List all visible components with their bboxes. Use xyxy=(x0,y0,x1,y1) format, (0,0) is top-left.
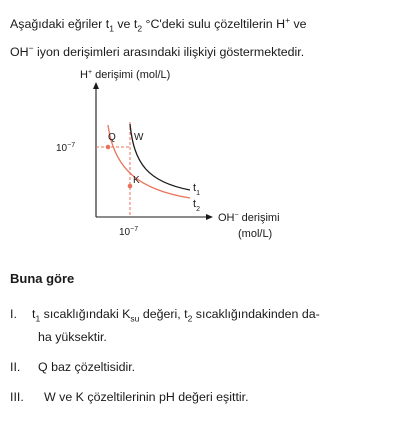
intro-text: ve t xyxy=(113,17,138,32)
intro-text: Aşağıdaki eğriler t xyxy=(10,17,110,32)
y-tick-label: $10^{-7}$ xyxy=(56,142,76,154)
series-label-t2: $t_2$ xyxy=(193,198,200,213)
intro-sup: − xyxy=(28,42,34,53)
intro-text: °C'deki sulu çözeltilerin H xyxy=(142,17,286,32)
statement-2 xyxy=(10,358,135,377)
statement-text-continued: ha yüksektir. xyxy=(38,330,107,345)
intro-line-2 xyxy=(10,39,395,62)
intro-sub: 2 xyxy=(137,23,143,34)
point-q xyxy=(106,145,111,150)
intro-line-1 xyxy=(10,11,395,39)
statement-text: sıcaklığındakinden da- xyxy=(192,307,320,321)
intro-text: OH xyxy=(10,44,29,59)
statement-text: W ve K çözeltilerinin pH değeri eşittir. xyxy=(44,390,249,404)
y-axis-label: H+ derişimi (mol/L) xyxy=(80,69,171,81)
statement-number: III. xyxy=(10,390,24,404)
statement-text: sıcaklığındaki K xyxy=(40,307,131,321)
series-label-t1: $t_1$ xyxy=(193,182,200,197)
intro-sup: + xyxy=(285,15,291,25)
statement-sub: 1 xyxy=(35,313,41,324)
question-intro xyxy=(10,11,395,62)
statement-sub: su xyxy=(130,313,140,324)
concentration-graph xyxy=(40,68,330,253)
x-axis-unit: (mol/L) xyxy=(238,228,273,240)
point-label-q: Q xyxy=(108,132,116,143)
statement-sub: 2 xyxy=(187,313,193,324)
point-k xyxy=(128,184,133,189)
statement-text: t xyxy=(32,307,36,321)
point-label-w: W xyxy=(134,132,144,143)
intro-text: iyon derişimleri arasındaki ilişkiyi göstermektedir. xyxy=(33,44,305,59)
statement-number: I. xyxy=(10,307,17,321)
statement-text: değeri, t xyxy=(139,307,188,321)
statement-1 xyxy=(10,305,395,347)
intro-text: ve xyxy=(290,17,307,32)
section-heading: Buna göre xyxy=(10,271,75,286)
x-tick-label: $10^{-7}$ xyxy=(119,226,139,238)
statement-number: II. xyxy=(10,360,21,374)
y-axis-arrow xyxy=(93,82,99,89)
statement-text: Q baz çözeltisidir. xyxy=(38,360,136,374)
intro-sub: 1 xyxy=(109,23,114,34)
x-axis-arrow xyxy=(206,214,213,220)
statement-3 xyxy=(10,388,249,407)
x-axis-label: OH− derişimi xyxy=(218,212,280,224)
point-label-k: K xyxy=(133,175,140,186)
